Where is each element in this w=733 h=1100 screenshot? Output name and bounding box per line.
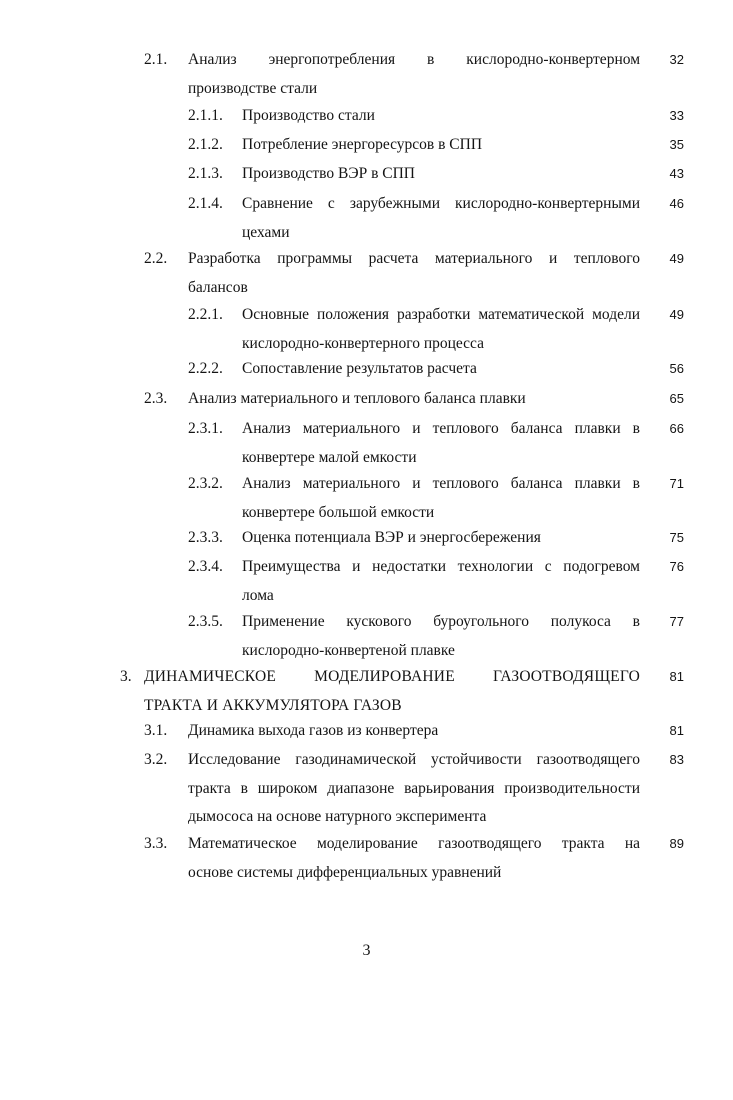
- toc-number: 2.3.: [144, 390, 168, 407]
- toc-number: 3.: [120, 668, 132, 685]
- toc-page-number: 71: [669, 476, 684, 491]
- toc-title: Анализ материального и теплового баланса плавки в конвертере большой емкости: [242, 475, 640, 521]
- toc-number: 2.1.4.: [188, 195, 223, 212]
- toc-title: Анализ энергопотребления в кислородно-конвертерном производстве стали: [188, 51, 640, 97]
- toc-page-number: 35: [669, 137, 684, 152]
- toc-title: Математическое моделирование газоотводящего тракта на основе системы дифференциальных уравнений: [188, 835, 640, 881]
- toc-page-number: 89: [669, 836, 684, 851]
- toc-title: Исследование газодинамической устойчивости газоотводящего тракта в широком диапазоне варьирования производительности дымососа на основе натурного эксперимента: [188, 751, 640, 825]
- toc-page-number: 33: [669, 108, 684, 123]
- toc-number: 2.1.3.: [188, 165, 223, 182]
- toc-page-number: 81: [669, 669, 684, 684]
- toc-page-number: 49: [669, 307, 684, 322]
- toc-number: 2.3.1.: [188, 420, 223, 437]
- toc-number: 3.2.: [144, 751, 168, 768]
- toc-title: Применение кускового буроугольного полукоса в кислородно-конвертеной плавке: [242, 613, 640, 659]
- toc-page-number: 56: [669, 361, 684, 376]
- toc-page-number: 66: [669, 421, 684, 436]
- toc-title: Динамика выхода газов из конвертера: [188, 722, 439, 739]
- toc-number: 2.3.4.: [188, 558, 223, 575]
- toc-number: 2.3.5.: [188, 613, 223, 630]
- toc-number: 2.2.: [144, 250, 168, 267]
- toc-number: 2.2.1.: [188, 306, 223, 323]
- toc-page-number: 65: [669, 391, 684, 406]
- toc-page-number: 77: [669, 614, 684, 629]
- toc-title: Сопоставление результатов расчета: [242, 360, 477, 377]
- toc-page-number: 49: [669, 251, 684, 266]
- toc-title: Потребление энергоресурсов в СПП: [242, 136, 483, 153]
- toc-title: Преимущества и недостатки технологии с подогревом лома: [242, 558, 640, 604]
- page-number-footer: 3: [362, 942, 371, 959]
- toc-title: Сравнение с зарубежными кислородно-конвертерными цехами: [242, 195, 640, 241]
- toc-title: Производство стали: [242, 107, 375, 124]
- toc-number: 2.3.2.: [188, 475, 223, 492]
- toc-number: 2.1.: [144, 51, 168, 68]
- toc-number: 2.1.2.: [188, 136, 223, 153]
- toc-title: Оценка потенциала ВЭР и энергосбережения: [242, 529, 541, 546]
- toc-title: Производство ВЭР в СПП: [242, 165, 415, 182]
- toc-title: Основные положения разработки математической модели кислородно-конвертерного процесса: [242, 306, 640, 352]
- toc-title: ДИНАМИЧЕСКОЕ МОДЕЛИРОВАНИЕ ГАЗООТВОДЯЩЕГО ТРАКТА И АККУМУЛЯТОРА ГАЗОВ: [144, 668, 640, 714]
- toc-page-number: 75: [669, 530, 684, 545]
- toc-page-number: 81: [669, 723, 684, 738]
- toc-page-number: 46: [669, 196, 684, 211]
- toc-page-number: 83: [669, 752, 684, 767]
- toc-number: 2.1.1.: [188, 107, 223, 124]
- toc-number: 3.3.: [144, 835, 168, 852]
- toc-page-number: 43: [669, 166, 684, 181]
- toc-page-number: 76: [669, 559, 684, 574]
- toc-page-number: 32: [669, 52, 684, 67]
- toc-number: 2.3.3.: [188, 529, 223, 546]
- toc-number: 3.1.: [144, 722, 168, 739]
- toc-title: Разработка программы расчета материального и теплового балансов: [188, 250, 640, 296]
- toc-number: 2.2.2.: [188, 360, 223, 377]
- toc-title: Анализ материального и теплового баланса плавки в конвертере малой емкости: [242, 420, 640, 466]
- toc-title: Анализ материального и теплового баланса плавки: [188, 390, 526, 407]
